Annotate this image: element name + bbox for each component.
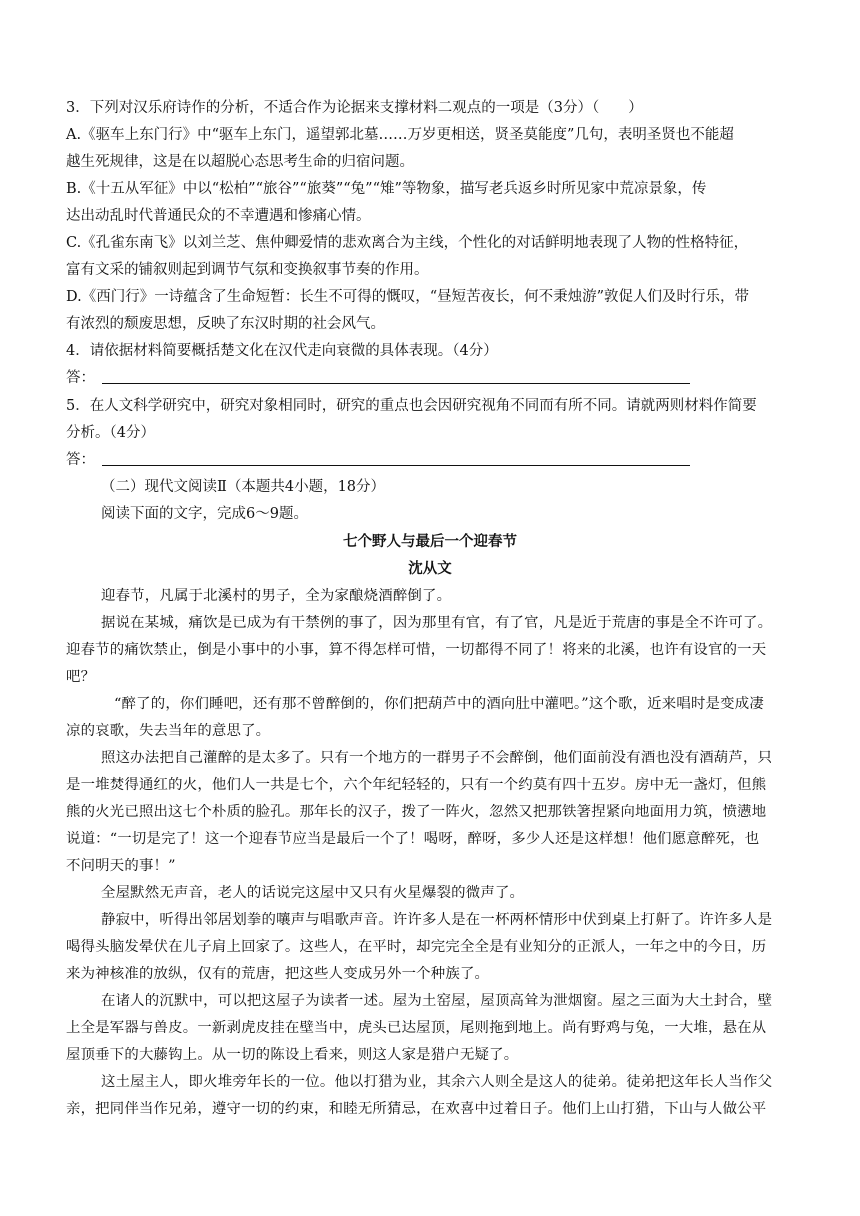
q3-option-b-cont: 达出动乱时代普通民众的不幸遭遇和惨痛心情。 bbox=[66, 208, 371, 224]
passage-line: 迎春节，凡属于北溪村的男子，全为家酿烧酒醉倒了。 bbox=[101, 588, 452, 604]
answer-underline bbox=[102, 383, 690, 384]
q4-stem: 4．请依据材料简要概括楚文化在汉代走向衰微的具体表现。（4分） bbox=[66, 343, 498, 359]
q5-answer-label: 答： bbox=[66, 452, 95, 468]
q3-stem: 3．下列对汉乐府诗作的分析，不适合作为论据来支撑材料二观点的一项是（3分）（ ） bbox=[66, 100, 643, 116]
passage-author: 沈从文 bbox=[408, 560, 452, 577]
passage-line: 来为神核准的放纵，仅有的荒唐，把这些人变成另外一个种族了。 bbox=[66, 966, 490, 982]
passage-line: 静寂中，听得出邻居划拳的嚷声与唱歌声音。许许多人是在一杯两杯情形中伏到桌上打鼾了。许许多人是 bbox=[101, 912, 773, 928]
passage-line: 上全是军器与兽皮。一新剥虎皮挂在壁当中，虎头已达屋顶，尾则拖到地上。尚有野鸡与兔，一大堆，悬在从 bbox=[66, 1020, 767, 1036]
passage-line: 凉的哀歌，失去当年的意思了。 bbox=[66, 723, 271, 739]
passage-line: 不问明天的事！” bbox=[66, 858, 176, 874]
q3-option-c-cont: 富有文采的铺叙则起到调节气氛和变换叙事节奏的作用。 bbox=[66, 262, 429, 278]
passage-line: 喝得头脑发晕伏在儿子肩上回家了。这些人，在平时，却完完全全是有业知分的正派人，一年之中的今日，历 bbox=[66, 939, 767, 955]
section-instruction: 阅读下面的文字，完成6～9题。 bbox=[101, 506, 308, 522]
passage-line: 迎春节的痛饮禁止，倒是小事中的小事，算不得怎样可惜，一切都得不同了！将来的北溪，也许有设官的一天 bbox=[66, 642, 767, 658]
passage-line: 据说在某城，痛饮是已成为有干禁例的事了，因为那里有官，有了官，凡是近于荒唐的事是全不许可了。 bbox=[101, 615, 773, 631]
passage-line: 全屋默然无声音，老人的话说完这屋中又只有火星爆裂的微声了。 bbox=[101, 885, 525, 901]
section-heading: （二）现代文阅读Ⅱ（本题共4小题，18分） bbox=[101, 479, 386, 495]
q3-option-b: B.《十五从军征》中以“松柏”“旅谷”“旅葵”“兔”“雉”等物象，描写老兵返乡时所见家中荒凉景象，传 bbox=[66, 181, 707, 197]
passage-line: 亲，把同伴当作兄弟，遵守一切的约束，和睦无所猜忌，在欢喜中过着日子。他们上山打猎，下山与人做公平 bbox=[66, 1101, 767, 1117]
answer-underline bbox=[102, 465, 690, 466]
q3-option-c: C.《孔雀东南飞》以刘兰芝、焦仲卿爱情的悲欢离合为主线，个性化的对话鲜明地表现了人物的性格特征， bbox=[66, 235, 749, 251]
passage-line: 吧？ bbox=[66, 669, 96, 685]
q4-answer-label: 答： bbox=[66, 370, 95, 386]
passage-line: 说道：“一切是完了！这一个迎春节应当是最后一个了！喝呀，醉呀，多少人还是这样想！他们愿意醉死，也 bbox=[66, 831, 760, 847]
q3-option-d-cont: 有浓烈的颓废思想，反映了东汉时期的社会风气。 bbox=[66, 316, 385, 332]
passage-title: 七个野人与最后一个迎春节 bbox=[343, 533, 517, 550]
passage-line: 是一堆焚得通红的火，他们人一共是七个，六个年纪轻轻的，只有一个约莫有四十五岁。房中无一盏灯，但熊 bbox=[66, 777, 767, 793]
passage-line: 这土屋主人，即火堆旁年长的一位。他以打猎为业，其余六人则全是这人的徒弟。徒弟把这年长人当作父 bbox=[101, 1074, 773, 1090]
q5-answer-line[interactable] bbox=[66, 450, 95, 470]
passage-line: 熊的火光已照出这七个朴质的脸孔。那年长的汉子，拨了一阵火，忽然又把那铁箸捏紧向地面用力筑，愤懑地 bbox=[66, 804, 767, 820]
q5-stem: 5．在人文科学研究中，研究对象相同时，研究的重点也会因研究视角不同而有所不同。请就两则材料作简要 bbox=[66, 398, 757, 414]
passage-line: 屋顶垂下的大藤钩上。从一切的陈设上看来，则这人家是猎户无疑了。 bbox=[66, 1047, 519, 1063]
q3-option-a: A.《驱车上东门行》中“驱车上东门，遥望郭北墓……万岁更相送，贤圣莫能度”几句，表明圣贤也不能超 bbox=[66, 127, 734, 143]
passage-line: 照这办法把自己灌醉的是太多了。只有一个地方的一群男子不会醉倒，他们面前没有酒也没有酒葫芦，只 bbox=[101, 750, 773, 766]
q4-answer-line[interactable] bbox=[66, 368, 95, 388]
q3-option-a-cont: 越生死规律，这是在以超脱心态思考生命的归宿问题。 bbox=[66, 154, 414, 170]
passage-line: “醉了的，你们睡吧，还有那不曾醉倒的，你们把葫芦中的酒向肚中灌吧。”这个歌，近来唱时是变成凄 bbox=[114, 696, 764, 712]
passage-line: 在诸人的沉默中，可以把这屋子为读者一述。屋为土窑屋，屋顶高耸为泄烟窗。屋之三面为大土封合，壁 bbox=[101, 993, 773, 1009]
q3-option-d: D.《西门行》一诗蕴含了生命短暂：长生不可得的慨叹，“昼短苦夜长，何不秉烛游”敦促人们及时行乐，带 bbox=[66, 289, 750, 305]
q5-stem-cont: 分析。（4分） bbox=[66, 425, 155, 441]
